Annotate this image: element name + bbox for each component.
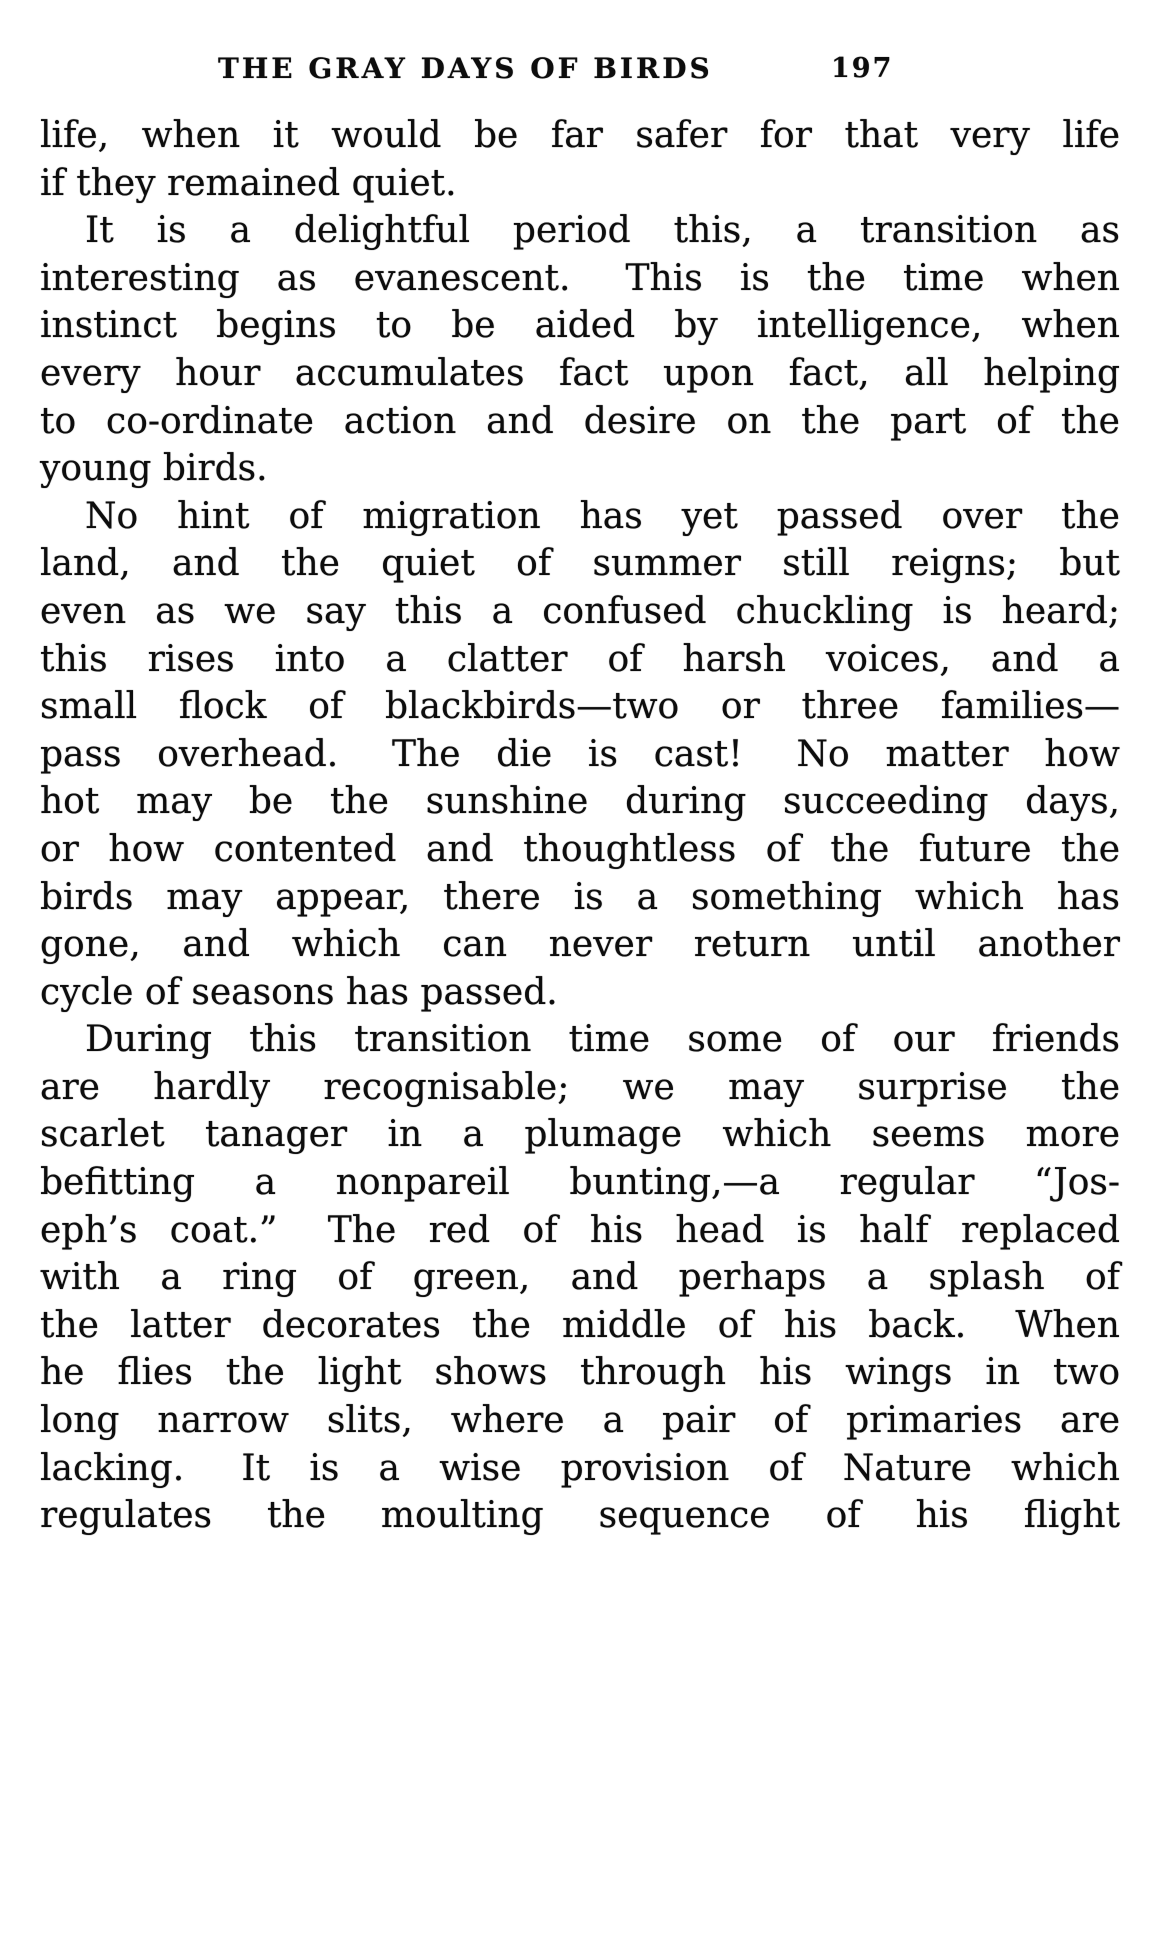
text-line: lacking. It is a wise provision of Nature which bbox=[40, 1447, 1120, 1489]
text-line: every hour accumulates fact upon fact, all helping bbox=[40, 352, 1120, 394]
body-text bbox=[40, 112, 1120, 1540]
text-line: cycle of seasons has passed. bbox=[40, 971, 558, 1013]
text-line: land, and the quiet of summer still reigns; but bbox=[40, 543, 1120, 585]
text-line: even as we say this a confused chuckling is heard; bbox=[40, 590, 1120, 632]
running-head-title: THE GRAY DAYS OF BIRDS bbox=[218, 52, 713, 85]
text-line: befitting a nonpareil bunting,—a regular “Jos- bbox=[40, 1162, 1120, 1204]
text-line: are hardly recognisable; we may surprise the bbox=[40, 1066, 1120, 1108]
text-line: eph’s coat.” The red of his head is half replaced bbox=[40, 1209, 1120, 1251]
text-line: or how contented and thoughtless of the future the bbox=[40, 828, 1120, 870]
text-line: birds may appear, there is a something which has bbox=[40, 876, 1120, 918]
text-line: small flock of blackbirds—two or three families— bbox=[40, 686, 1120, 728]
text-line: this rises into a clatter of harsh voices, and a bbox=[40, 638, 1120, 680]
page-header bbox=[0, 52, 1158, 92]
text-line: instinct begins to be aided by intelligence, when bbox=[40, 305, 1120, 347]
text-line: regulates the moulting sequence of his flight bbox=[40, 1495, 1120, 1537]
text-line: to co-ordinate action and desire on the part of the bbox=[40, 400, 1120, 442]
text-line: he flies the light shows through his wings in two bbox=[40, 1352, 1120, 1394]
text-line: gone, and which can never return until another bbox=[40, 924, 1120, 966]
text-line: It is a delightful period this, a transition as bbox=[85, 210, 1120, 252]
text-line: No hint of migration has yet passed over the bbox=[85, 495, 1120, 537]
text-line: life, when it would be far safer for that very life bbox=[40, 115, 1120, 156]
text-line: if they remained quiet. bbox=[40, 162, 457, 204]
text-line: interesting as evanescent. This is the time when bbox=[40, 257, 1120, 299]
text-line: long narrow slits, where a pair of primaries are bbox=[40, 1400, 1120, 1442]
text-line: the latter decorates the middle of his back. When bbox=[40, 1304, 1120, 1346]
text-line: with a ring of green, and perhaps a splash of bbox=[40, 1257, 1120, 1299]
text-line: young birds. bbox=[40, 448, 268, 490]
text-line: hot may be the sunshine during succeeding days, bbox=[40, 781, 1120, 823]
text-line: During this transition time some of our friends bbox=[85, 1019, 1120, 1061]
text-line: scarlet tanager in a plumage which seems more bbox=[40, 1114, 1120, 1156]
page-number: 197 bbox=[831, 53, 894, 84]
text-line: pass overhead. The die is cast! No matter how bbox=[40, 733, 1120, 775]
